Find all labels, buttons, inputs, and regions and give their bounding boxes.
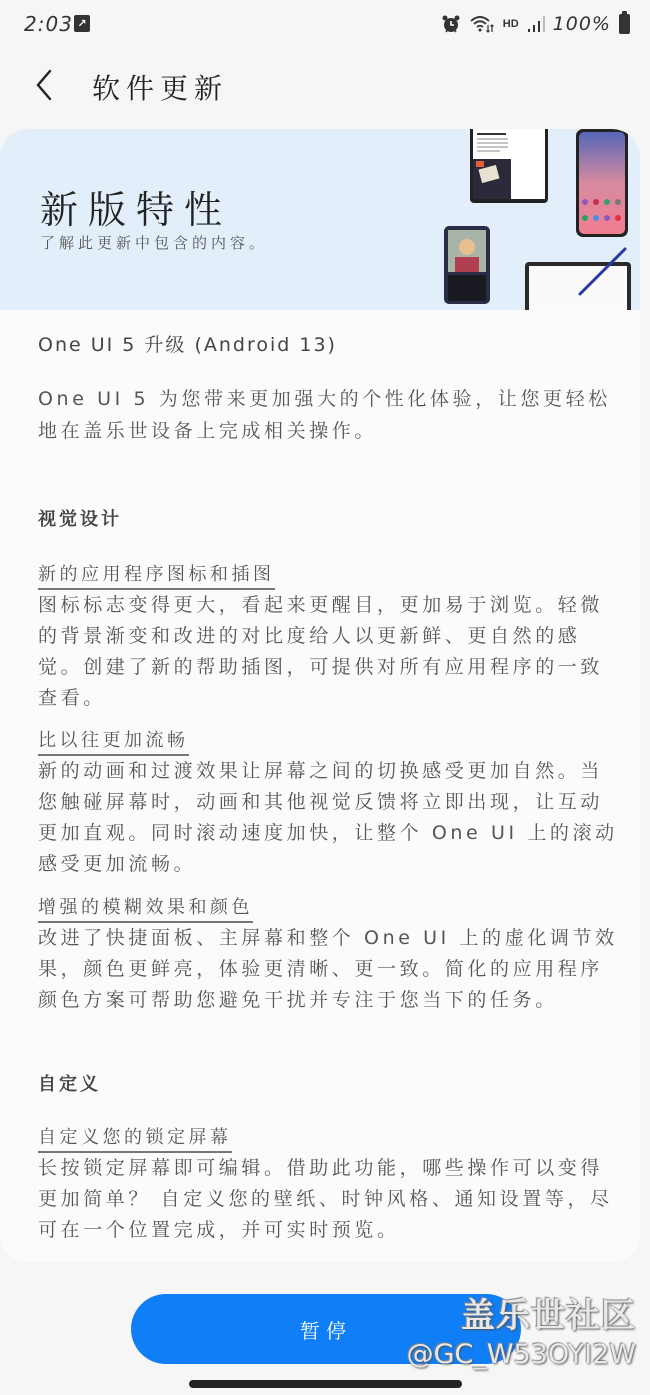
feature-title: 比以往更加流畅 [38, 728, 189, 756]
section-title: 自定义 [38, 1074, 101, 1095]
feature-body: 改进了快捷面板、主屏幕和整个 One UI 上的虚化调节效果，颜色更鲜亮，体验更清晰、更一致。简化的应用程序颜色方案可帮助您避免干扰并专注于您当下的任务。 [38, 927, 618, 1011]
feature-title: 增强的模糊效果和颜色 [38, 895, 253, 923]
pause-button[interactable]: 暂停 [131, 1294, 521, 1364]
battery-icon [619, 14, 630, 34]
back-button[interactable] [26, 65, 62, 105]
feature-body: 图标标志变得更大，看起来更醒目，更加易于浏览。轻微的背景渐变和改进的对比度给人以更新鲜、更自然的感觉。创建了新的帮助插图，可提供对所有应用程序的一致查看。 [38, 594, 604, 709]
version-title: One UI 5 升级 (Android 13) [38, 334, 337, 356]
feature-title: 自定义您的锁定屏幕 [38, 1125, 232, 1153]
home-indicator[interactable] [189, 1380, 462, 1388]
missed-call-icon: ↗ [74, 15, 90, 32]
banner-subtitle: 了解此更新中包含的内容。 [40, 234, 269, 252]
wifi-icon [469, 14, 495, 34]
banner-title: 新版特性 [40, 188, 233, 232]
app-bar [0, 55, 650, 117]
status-time: 2:03 [24, 12, 73, 36]
feature-body: 新的动画和过渡效果让屏幕之间的切换感受更加自然。当您触碰屏幕时，动画和其他视觉反馈将立即出现，让互动更加直观。同时滚动速度加快，让整个 One UI 上的滚动感受更加流畅。 [38, 760, 618, 875]
hd-icon: HD [502, 18, 519, 30]
whats-new-banner [0, 129, 640, 310]
whats-new-card [0, 129, 640, 1262]
watermark-community: 盖乐世社区 [461, 1296, 636, 1336]
signal-icon [527, 15, 545, 33]
battery-percent: 100% [552, 13, 611, 35]
feature-title: 新的应用程序图标和插图 [38, 562, 275, 590]
status-icons [441, 11, 630, 37]
watermark-user: @GC_W53OYI2W [406, 1339, 636, 1370]
alarm-icon [441, 14, 461, 34]
chevron-left-icon [34, 68, 54, 102]
status-bar [0, 0, 650, 50]
intro-text: One UI 5 为您带来更加强大的个性化体验，让您更轻松地在盖乐世设备上完成相关操作。 [38, 388, 611, 442]
feature-body: 长按锁定屏幕即可编辑。借助此功能，哪些操作可以变得更加简单？ 自定义您的壁纸、时钟风格、通知设置等，尽可在一个位置完成，并可实时预览。 [38, 1157, 613, 1241]
section-title: 视觉设计 [38, 509, 122, 530]
page-title: 软件更新 [92, 72, 229, 105]
devices-illustration-icon [430, 129, 640, 310]
